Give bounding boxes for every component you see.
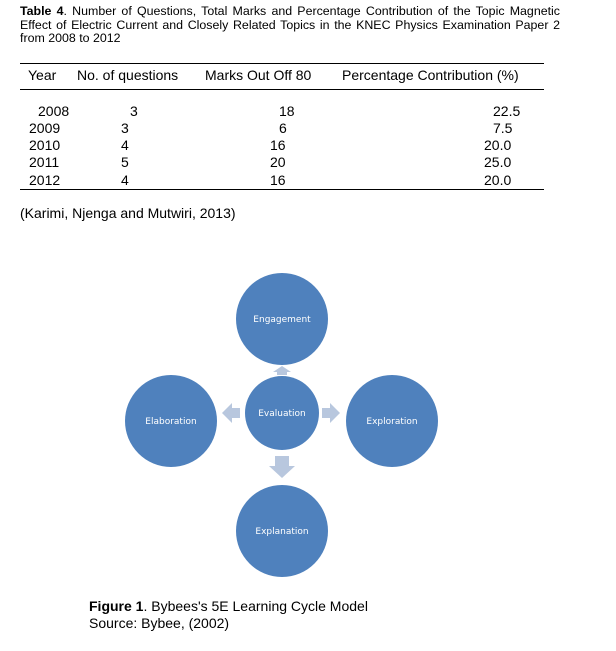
elaboration-label: Elaboration bbox=[145, 417, 197, 427]
cell-percentage: 20.0 bbox=[484, 137, 512, 153]
explanation-label: Explanation bbox=[255, 527, 309, 537]
arrow-left-icon bbox=[222, 403, 240, 423]
cell-year: 2011 bbox=[29, 154, 60, 170]
cell-year: 2009 bbox=[29, 120, 61, 136]
arrow-up-icon bbox=[273, 366, 291, 375]
cell-questions: 3 bbox=[130, 103, 138, 119]
cell-year: 2012 bbox=[29, 172, 61, 188]
cell-marks: 20 bbox=[270, 154, 286, 170]
arrow-down-icon bbox=[269, 456, 295, 478]
cell-year: 2008 bbox=[38, 103, 70, 119]
cell-percentage: 25.0 bbox=[484, 154, 512, 170]
cell-marks: 16 bbox=[270, 172, 286, 188]
cell-questions: 4 bbox=[121, 137, 129, 153]
header-year: Year bbox=[28, 67, 57, 83]
cell-questions: 5 bbox=[121, 154, 129, 170]
header-questions: No. of questions bbox=[77, 67, 179, 83]
figure-label: Figure 1 bbox=[89, 598, 144, 614]
figure-source: Source: Bybee, (2002) bbox=[89, 615, 230, 631]
header-percentage: Percentage Contribution (%) bbox=[342, 67, 519, 83]
evaluation-label: Evaluation bbox=[258, 409, 306, 419]
exploration-label: Exploration bbox=[366, 417, 418, 427]
cell-marks: 16 bbox=[270, 137, 286, 153]
cell-marks: 6 bbox=[279, 120, 287, 136]
engagement-label: Engagement bbox=[253, 315, 311, 325]
cell-percentage: 22.5 bbox=[493, 103, 521, 119]
cell-percentage: 7.5 bbox=[493, 120, 513, 136]
cell-year: 2010 bbox=[29, 137, 61, 153]
cell-questions: 4 bbox=[121, 172, 129, 188]
figure-caption bbox=[89, 598, 368, 632]
table-citation: (Karimi, Njenga and Mutwiri, 2013) bbox=[20, 205, 236, 221]
header-marks: Marks Out Off 80 bbox=[205, 67, 312, 83]
figure-title-line bbox=[89, 598, 368, 615]
figure-title: . Bybees's 5E Learning Cycle Model bbox=[143, 598, 368, 614]
cell-percentage: 20.0 bbox=[484, 172, 512, 188]
cell-questions: 3 bbox=[121, 120, 129, 136]
arrow-right-icon bbox=[322, 403, 340, 423]
table-label: Table 4 bbox=[20, 4, 64, 18]
table-caption-text: . Number of Questions, Total Marks and Percentage Contribution of the Topic Magnetic Effect of Electric Current and Closely Related Topics in the KNEC Physics Examination Paper 2 from 2008 to 2012 bbox=[20, 4, 560, 46]
cell-marks: 18 bbox=[279, 103, 295, 119]
